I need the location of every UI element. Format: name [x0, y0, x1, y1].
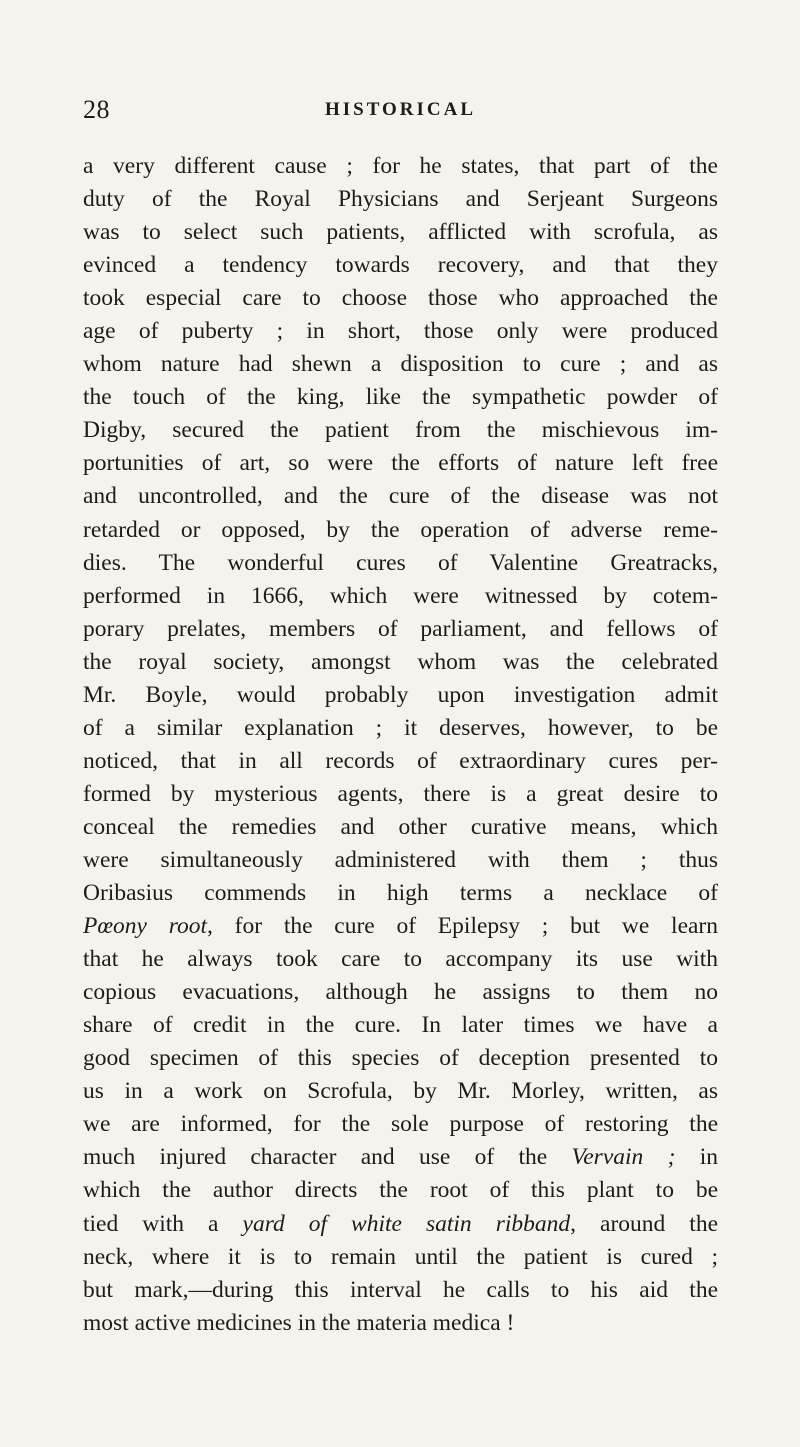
text-line [83, 1141, 718, 1174]
text-run: in [675, 1144, 718, 1171]
text-run: we are informed, for the sole purpose of restoring the [83, 1111, 718, 1138]
text-run: most active medicines in the materia medica ! [83, 1309, 515, 1336]
text-line [83, 1108, 718, 1141]
text-run: and uncontrolled, and the cure of the disease was not [83, 483, 718, 510]
text-run: noticed, that in all records of extraordinary cures per- [83, 747, 718, 774]
text-line [83, 613, 718, 646]
text-run: retarded or opposed, by the operation of adverse reme- [83, 516, 718, 543]
text-run: that he always took care to accompany its use with [83, 946, 718, 973]
text-line [83, 1241, 718, 1274]
text-line [83, 514, 718, 547]
text-line [83, 1208, 718, 1241]
text-run: took especial care to choose those who approached the [83, 285, 718, 312]
text-run: , for the cure of Epilepsy ; but we learn [207, 913, 718, 940]
text-run: portunities of art, so were the efforts of nature left free [83, 450, 718, 477]
text-run: formed by mysterious agents, there is a great desire to [83, 780, 718, 807]
text-run: the royal society, amongst whom was the celebrated [83, 648, 718, 675]
running-title: HISTORICAL [324, 99, 477, 120]
text-run: tied with a [83, 1210, 243, 1237]
text-line [83, 844, 718, 877]
text-run: were simultaneously administered with them ; thus [83, 846, 718, 873]
text-line [83, 1174, 718, 1207]
text-line [83, 315, 718, 348]
body-text [83, 150, 718, 1340]
text-run: age of puberty ; in short, those only were produced [83, 318, 718, 345]
text-line [83, 1042, 718, 1075]
text-run: which the author directs the root of this plant to be [83, 1177, 718, 1204]
text-line [83, 1009, 718, 1042]
text-run: a very different cause ; for he states, that part of the [83, 153, 718, 179]
text-line [83, 1075, 718, 1108]
text-line [83, 646, 718, 679]
text-run: , around the [570, 1210, 719, 1237]
text-line [83, 712, 718, 745]
text-run: the touch of the king, like the sympathetic powder of [83, 384, 718, 411]
text-run: Mr. Boyle, would probably upon investigation admit [83, 681, 718, 708]
text-line [83, 216, 718, 249]
text-run: conceal the remedies and other curative means, which [83, 813, 718, 840]
text-run: evinced a tendency towards recovery, and that they [83, 252, 718, 279]
text-line [83, 1307, 718, 1340]
text-line [83, 877, 718, 910]
text-run: share of credit in the cure. In later times we have a [83, 1012, 718, 1039]
text-line [83, 282, 718, 315]
text-run: performed in 1666, which were witnessed by cotem- [83, 582, 718, 609]
text-line [83, 1274, 718, 1307]
text-line [83, 414, 718, 447]
text-run: Digby, secured the patient from the mischievous im- [83, 417, 718, 444]
text-run: was to select such patients, afflicted with scrofula, as [83, 219, 718, 246]
italic-phrase: Pœony root [83, 913, 208, 940]
text-run: copious evacuations, although he assigns to them no [83, 979, 718, 1006]
text-line [83, 249, 718, 282]
text-run: good specimen of this species of deception presented to [83, 1045, 718, 1072]
text-line [83, 910, 718, 943]
text-run: dies. The wonderful cures of Valentine Greatracks, [83, 549, 718, 576]
italic-phrase: yard of white satin ribband [242, 1210, 571, 1237]
text-run: neck, where it is to remain until the patient is cured ; [83, 1243, 718, 1270]
text-line [83, 348, 718, 381]
text-line [83, 778, 718, 811]
text-run: porary prelates, members of parliament, and fellows of [83, 615, 718, 642]
text-run: much injured character and use of the [83, 1144, 572, 1171]
text-line [83, 679, 718, 712]
text-line [83, 745, 718, 778]
text-line [83, 547, 718, 580]
text-line [83, 150, 718, 183]
page-header [83, 95, 718, 125]
text-run: duty of the Royal Physicians and Serjeant Surgeons [83, 186, 718, 213]
text-line [83, 183, 718, 216]
text-run: whom nature had shewn a disposition to cure ; and as [83, 351, 718, 378]
text-run: us in a work on Scrofula, by Mr. Morley, written, as [83, 1078, 718, 1105]
text-line [83, 811, 718, 844]
text-line [83, 943, 718, 976]
text-line [83, 976, 718, 1009]
text-line [83, 480, 718, 513]
text-line [83, 447, 718, 480]
text-line [83, 580, 718, 613]
text-run: Oribasius commends in high terms a necklace of [83, 880, 718, 907]
page-number: 28 [83, 95, 110, 124]
text-line [83, 381, 718, 414]
italic-phrase: Vervain ; [571, 1144, 676, 1171]
text-run: but mark,—during this interval he calls to his aid the [83, 1276, 718, 1303]
text-run: of a similar explanation ; it deserves, however, to be [83, 714, 718, 741]
